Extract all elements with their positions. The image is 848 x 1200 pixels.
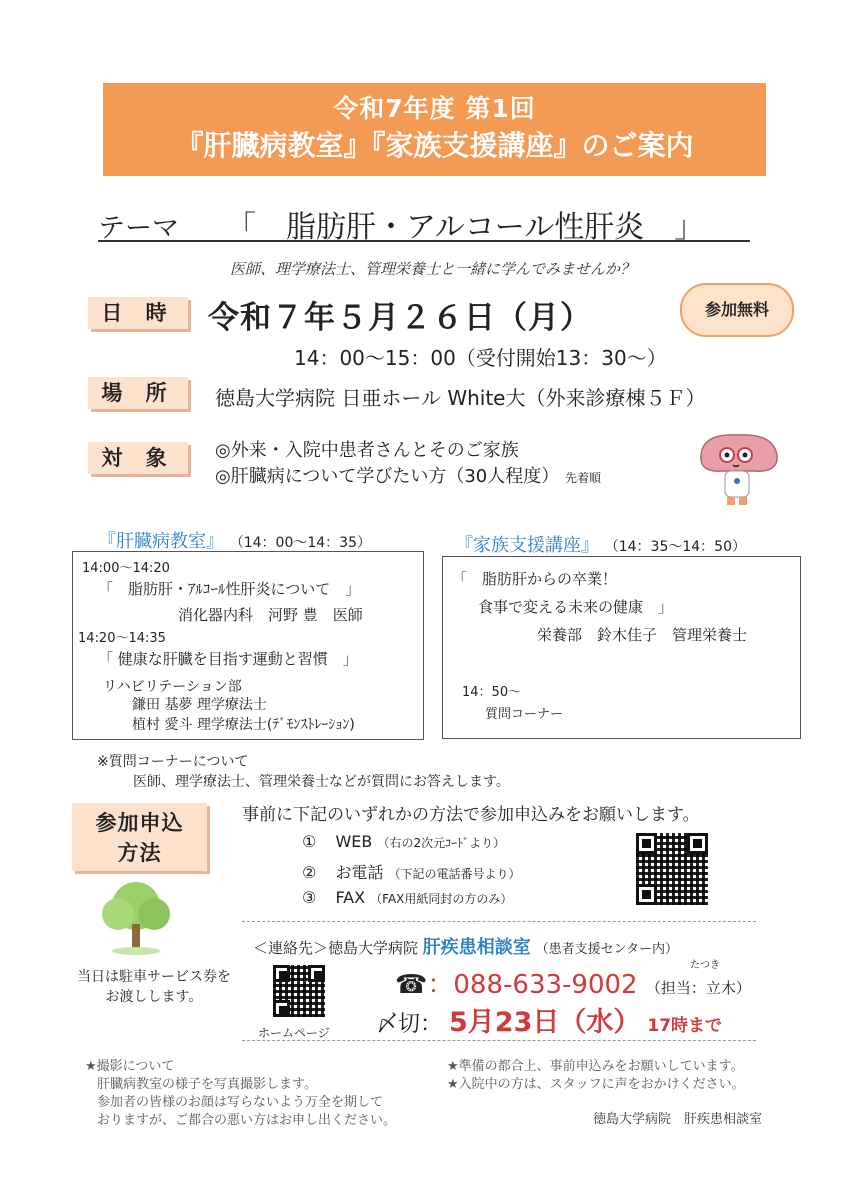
- homepage-label: ホームページ: [258, 1026, 330, 1040]
- kazoku-title-line2: 食事で変える未来の健康 」: [478, 598, 674, 616]
- target-note: 先着順: [564, 471, 601, 485]
- question-note-title: ※質問コーナーについて: [97, 754, 249, 770]
- place-label: 場 所: [88, 377, 188, 409]
- theme-row: [98, 200, 750, 245]
- tree-illustration: [96, 880, 176, 956]
- theme-value: 「 脂肪肝・アルコール性肝炎 」: [226, 210, 705, 245]
- photo-note-line3: 参加者の皆様のお顔は写らないよう万全を期して: [97, 1095, 384, 1110]
- kanzo-s1-speaker: 消化器内科 河野 豊 医師: [178, 606, 363, 624]
- header-banner: [103, 83, 766, 176]
- kanzo-s2-dept: リハビリテーション部: [103, 679, 242, 695]
- theme-label: テーマ: [98, 213, 179, 244]
- kanzo-s2-speaker1: 鎌田 基夢 理学療法士: [132, 697, 267, 713]
- apply-label-line1: 参加申込: [95, 811, 184, 835]
- apply-intro: 事前に下記のいずれかの方法で参加申込みをお願いします。: [242, 805, 700, 825]
- deadline-label: 〆切：: [376, 1012, 443, 1037]
- liver-mascot-illustration: [693, 425, 783, 510]
- method-fax-note: （FAX用紙同封の方のみ）: [370, 892, 513, 906]
- method-web-label: WEB: [335, 832, 373, 851]
- apply-method-phone: [302, 860, 521, 883]
- parking-line2: お渡しします。: [105, 989, 203, 1005]
- deadline-date: 5月23日（水）: [449, 1007, 641, 1038]
- kanzo-s2-speaker2: 植村 愛斗 理学療法士(ﾃﾞﾓﾝｽﾄﾚｰｼｮﾝ): [132, 717, 355, 733]
- kanzo-s1-title: 「 脂肪肝・ｱﾙｺｰﾙ性肝炎について 」: [98, 580, 361, 598]
- kanzo-title: 『肝臓病教室』: [98, 531, 224, 552]
- method-fax-number: ③: [302, 888, 317, 907]
- subtitle: 医師、理学療法士、管理栄養士と一緒に学んでみませんか？: [230, 260, 636, 278]
- kazoku-q-label: 質問コーナー: [485, 707, 564, 722]
- banner-line1: 令和7年度 第1回: [333, 94, 536, 123]
- contact-phone: [395, 964, 751, 1001]
- date-label: 日 時: [88, 297, 188, 329]
- apply-label-line2: 方法: [117, 841, 162, 865]
- kanzo-s2-title: 「 健康な肝臓を目指す運動と習慣 」: [98, 650, 358, 668]
- phone-icon: ☎: [395, 970, 428, 1000]
- method-web-note: （右の2次元ｺｰﾄﾞより）: [377, 836, 506, 850]
- kanzo-heading: [98, 527, 371, 553]
- apply-method-fax: [302, 888, 512, 907]
- kazoku-time: （14：35～14：50）: [604, 539, 746, 555]
- kanzo-s1-time: 14:00～14:20: [82, 561, 170, 576]
- contact-divider-top: [242, 921, 756, 922]
- phone-number[interactable]: ：088-633-9002: [427, 970, 638, 1000]
- place-value: 徳島大学病院 日亜ホール White大（外来診療棟５Ｆ）: [215, 386, 706, 410]
- note-inpatient: ★入院中の方は、スタッフに声をおかけください。: [447, 1077, 745, 1092]
- target-label: 対 象: [88, 442, 188, 474]
- method-web-number: ①: [302, 832, 317, 851]
- kazoku-q-time: 14：50～: [462, 685, 522, 700]
- deadline-time: 17時まで: [647, 1016, 723, 1036]
- kazoku-title: 『家族支援講座』: [455, 535, 599, 556]
- method-fax-label: FAX: [335, 888, 366, 907]
- deadline-line: [376, 1000, 722, 1039]
- kazoku-heading: [455, 531, 746, 557]
- date-time: 14：00～15：00（受付開始13：30～）: [294, 346, 667, 370]
- question-note-body: 医師、理学療法士、管理栄養士などが質問にお答えします。: [133, 774, 510, 790]
- apply-label: [72, 803, 207, 871]
- free-badge: 参加無料: [680, 283, 794, 337]
- parking-line1: 当日は駐車サービス券を: [77, 969, 231, 985]
- method-phone-number: ②: [302, 863, 317, 882]
- photo-note-line2: 肝臓病教室の様子を写真撮影します。: [97, 1077, 317, 1092]
- contact-office: 肝疾患相談室: [422, 937, 531, 958]
- notes: [447, 1058, 745, 1094]
- kanzo-time: （14：00～14：35）: [229, 535, 371, 551]
- contact-person: （担当：立木）: [645, 979, 751, 997]
- photo-note-title: ★撮影について: [85, 1059, 175, 1074]
- parking-note: [69, 966, 239, 1006]
- contact-divider-bottom: [242, 1040, 756, 1041]
- contact-prefix: ＜連絡先＞徳島大学病院: [253, 939, 419, 957]
- target-line2: [215, 462, 601, 488]
- contact-suffix: （患者支援センター内）: [535, 942, 679, 957]
- person-ruby: たつき: [690, 960, 720, 971]
- apply-method-web: [302, 832, 505, 851]
- kazoku-title-line1: 「 脂肪肝からの卒業！: [452, 570, 618, 588]
- banner-line2: 『肝臓病教室』『家族支援講座』のご案内: [175, 129, 694, 162]
- target-line2-text: ◎肝臓病について学びたい方（30人程度）: [215, 466, 560, 487]
- kazoku-speaker: 栄養部 鈴木佳子 管理栄養士: [537, 626, 748, 644]
- note-preregister: ★準備の都合上、事前申込みをお願いしています。: [447, 1059, 744, 1074]
- contact-line: [253, 933, 678, 959]
- apply-qr-code[interactable]: [636, 833, 708, 905]
- target-line1: ◎外来・入院中患者さんとそのご家族: [215, 440, 519, 461]
- method-phone-label: お電話: [335, 863, 384, 882]
- kanzo-s2-time: 14:20～14:35: [78, 631, 166, 646]
- photo-note-line4: おりますが、ご都合の悪い方はお申し出ください。: [97, 1113, 397, 1128]
- date-main: 令和７年５月２６日（月）: [208, 300, 592, 336]
- photo-note: [85, 1058, 396, 1130]
- method-phone-note: （下記の電話番号より）: [388, 867, 521, 881]
- homepage-qr-code[interactable]: [273, 965, 325, 1017]
- footer: 徳島大学病院 肝疾患相談室: [593, 1112, 763, 1127]
